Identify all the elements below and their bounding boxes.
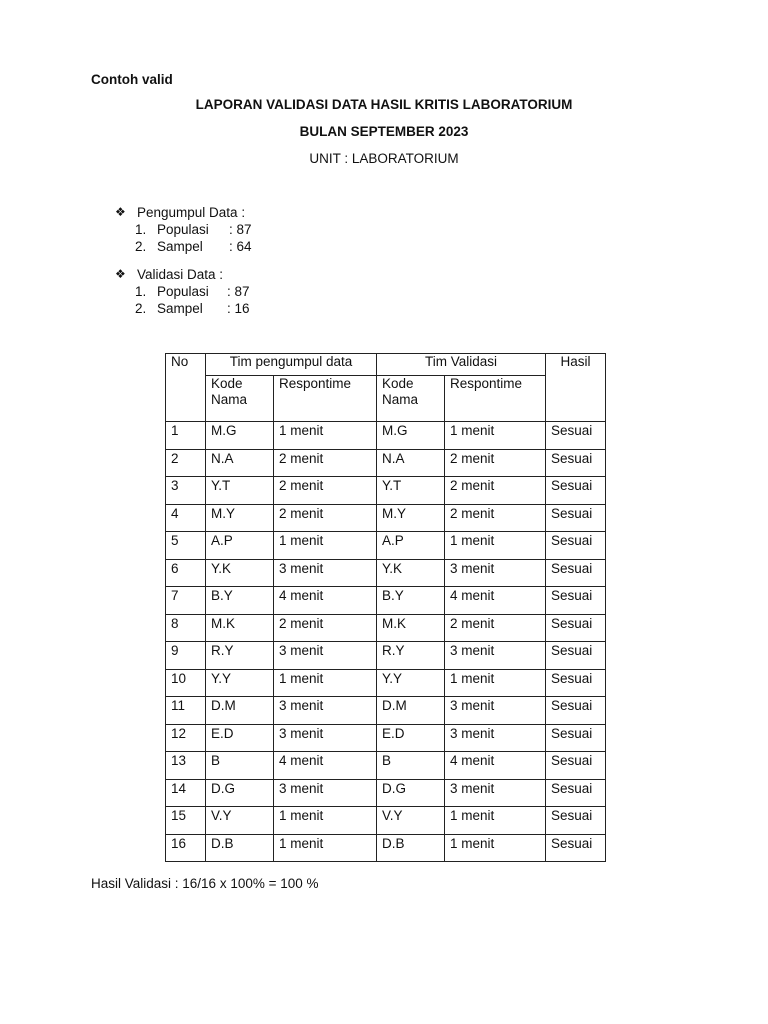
header-tim-validasi: Tim Validasi <box>377 354 546 376</box>
cell-no: 7 <box>166 587 206 615</box>
validasi-data-section <box>115 266 250 317</box>
validasi-data-heading: Validasi Data : <box>137 267 224 282</box>
cell-respontime-validasi: 1 menit <box>445 532 546 560</box>
cell-respontime-pengumpul: 2 menit <box>274 614 377 642</box>
cell-respontime-pengumpul: 3 menit <box>274 697 377 725</box>
cell-kode-pengumpul: D.M <box>206 697 274 725</box>
header-kode-nama: Kode Nama <box>377 376 445 422</box>
table-row <box>166 614 606 642</box>
table-row <box>166 752 606 780</box>
cell-kode-validasi: M.G <box>377 422 445 450</box>
item-number: 1. <box>135 222 147 237</box>
cell-no: 6 <box>166 559 206 587</box>
pengumpul-data-section <box>115 204 252 255</box>
cell-kode-validasi: Y.K <box>377 559 445 587</box>
cell-respontime-pengumpul: 2 menit <box>274 449 377 477</box>
table-row <box>166 449 606 477</box>
cell-respontime-validasi: 3 menit <box>445 779 546 807</box>
cell-no: 5 <box>166 532 206 560</box>
cell-kode-validasi: E.D <box>377 724 445 752</box>
cell-respontime-validasi: 4 menit <box>445 752 546 780</box>
cell-kode-validasi: D.G <box>377 779 445 807</box>
cell-hasil: Sesuai <box>546 724 606 752</box>
table-row <box>166 532 606 560</box>
cell-kode-validasi: Y.Y <box>377 669 445 697</box>
item-value: : 87 <box>229 222 252 237</box>
cell-kode-pengumpul: B <box>206 752 274 780</box>
cell-kode-pengumpul: A.P <box>206 532 274 560</box>
cell-kode-validasi: M.Y <box>377 504 445 532</box>
cell-respontime-pengumpul: 4 menit <box>274 752 377 780</box>
item-value: : 16 <box>227 301 250 316</box>
report-period: BULAN SEPTEMBER 2023 <box>299 124 469 139</box>
cell-respontime-validasi: 3 menit <box>445 559 546 587</box>
table-header-row <box>166 354 606 376</box>
header-respontime: Respontime <box>445 376 546 422</box>
cell-respontime-pengumpul: 3 menit <box>274 779 377 807</box>
cell-hasil: Sesuai <box>546 669 606 697</box>
item-label: Sampel <box>157 239 203 254</box>
table-row <box>166 724 606 752</box>
validation-table <box>165 353 606 862</box>
header-hasil: Hasil <box>546 354 606 422</box>
cell-hasil: Sesuai <box>546 504 606 532</box>
pengumpul-sampel-item <box>115 238 252 255</box>
cell-no: 12 <box>166 724 206 752</box>
cell-no: 3 <box>166 477 206 505</box>
cell-kode-pengumpul: M.Y <box>206 504 274 532</box>
cell-respontime-pengumpul: 1 menit <box>274 532 377 560</box>
cell-hasil: Sesuai <box>546 449 606 477</box>
cell-respontime-pengumpul: 3 menit <box>274 642 377 670</box>
header-respontime: Respontime <box>274 376 377 422</box>
cell-hasil: Sesuai <box>546 422 606 450</box>
cell-kode-validasi: B.Y <box>377 587 445 615</box>
table-row <box>166 779 606 807</box>
cell-respontime-validasi: 2 menit <box>445 614 546 642</box>
cell-kode-pengumpul: R.Y <box>206 642 274 670</box>
item-label: Sampel <box>157 301 203 316</box>
cell-kode-pengumpul: N.A <box>206 449 274 477</box>
cell-no: 16 <box>166 834 206 862</box>
cell-respontime-validasi: 1 menit <box>445 669 546 697</box>
table-row <box>166 697 606 725</box>
cell-kode-pengumpul: D.B <box>206 834 274 862</box>
cell-respontime-validasi: 3 menit <box>445 642 546 670</box>
cell-kode-validasi: A.P <box>377 532 445 560</box>
report-unit: UNIT : LABORATORIUM <box>309 151 459 166</box>
cell-respontime-validasi: 1 menit <box>445 834 546 862</box>
cell-respontime-validasi: 2 menit <box>445 477 546 505</box>
cell-kode-validasi: B <box>377 752 445 780</box>
cell-kode-pengumpul: V.Y <box>206 807 274 835</box>
table-row <box>166 587 606 615</box>
cell-kode-pengumpul: M.K <box>206 614 274 642</box>
cell-no: 9 <box>166 642 206 670</box>
cell-kode-validasi: Y.T <box>377 477 445 505</box>
report-title: LAPORAN VALIDASI DATA HASIL KRITIS LABORATORIUM <box>195 97 573 112</box>
table-row <box>166 559 606 587</box>
cell-respontime-pengumpul: 1 menit <box>274 422 377 450</box>
cell-hasil: Sesuai <box>546 779 606 807</box>
validasi-sampel-item <box>115 300 250 317</box>
cell-kode-validasi: D.B <box>377 834 445 862</box>
cell-respontime-validasi: 2 menit <box>445 504 546 532</box>
table-row <box>166 807 606 835</box>
cell-hasil: Sesuai <box>546 587 606 615</box>
cell-hasil: Sesuai <box>546 697 606 725</box>
pengumpul-data-heading-row <box>115 204 252 221</box>
cell-respontime-pengumpul: 2 menit <box>274 477 377 505</box>
item-number: 2. <box>135 239 147 254</box>
cell-kode-validasi: M.K <box>377 614 445 642</box>
header-tim-pengumpul: Tim pengumpul data <box>206 354 377 376</box>
cell-kode-pengumpul: Y.K <box>206 559 274 587</box>
item-value: : 87 <box>227 284 250 299</box>
cell-kode-pengumpul: Y.Y <box>206 669 274 697</box>
table-row <box>166 834 606 862</box>
item-value: : 64 <box>229 239 252 254</box>
cell-respontime-pengumpul: 1 menit <box>274 807 377 835</box>
cell-hasil: Sesuai <box>546 477 606 505</box>
table-row <box>166 669 606 697</box>
cell-no: 4 <box>166 504 206 532</box>
cell-kode-pengumpul: Y.T <box>206 477 274 505</box>
validasi-data-heading-row <box>115 266 250 283</box>
cell-no: 2 <box>166 449 206 477</box>
table-row <box>166 504 606 532</box>
cell-no: 14 <box>166 779 206 807</box>
example-label: Contoh valid <box>91 72 173 87</box>
cell-respontime-validasi: 4 menit <box>445 587 546 615</box>
cell-hasil: Sesuai <box>546 807 606 835</box>
cell-kode-validasi: N.A <box>377 449 445 477</box>
item-label: Populasi <box>157 284 209 299</box>
table-row <box>166 477 606 505</box>
cell-kode-validasi: R.Y <box>377 642 445 670</box>
hasil-validasi: Hasil Validasi : 16/16 x 100% = 100 % <box>91 876 319 891</box>
cell-respontime-validasi: 3 menit <box>445 724 546 752</box>
cell-kode-validasi: D.M <box>377 697 445 725</box>
cell-no: 13 <box>166 752 206 780</box>
cell-kode-pengumpul: D.G <box>206 779 274 807</box>
item-number: 2. <box>135 301 147 316</box>
cell-kode-pengumpul: E.D <box>206 724 274 752</box>
cell-respontime-pengumpul: 1 menit <box>274 669 377 697</box>
cell-respontime-pengumpul: 2 menit <box>274 504 377 532</box>
header-kode-nama: Kode Nama <box>206 376 274 422</box>
cell-no: 11 <box>166 697 206 725</box>
table-body <box>166 422 606 862</box>
cell-respontime-pengumpul: 4 menit <box>274 587 377 615</box>
cell-hasil: Sesuai <box>546 614 606 642</box>
diamond-bullet-icon: ❖ <box>115 205 126 219</box>
pengumpul-populasi-item <box>115 221 252 238</box>
validasi-populasi-item <box>115 283 250 300</box>
diamond-bullet-icon: ❖ <box>115 267 126 281</box>
cell-no: 15 <box>166 807 206 835</box>
cell-hasil: Sesuai <box>546 642 606 670</box>
cell-respontime-validasi: 3 menit <box>445 697 546 725</box>
table-row <box>166 422 606 450</box>
cell-hasil: Sesuai <box>546 752 606 780</box>
cell-kode-pengumpul: M.G <box>206 422 274 450</box>
cell-kode-pengumpul: B.Y <box>206 587 274 615</box>
cell-respontime-pengumpul: 3 menit <box>274 559 377 587</box>
cell-respontime-pengumpul: 1 menit <box>274 834 377 862</box>
cell-hasil: Sesuai <box>546 834 606 862</box>
pengumpul-data-heading: Pengumpul Data : <box>137 205 246 220</box>
cell-respontime-validasi: 1 menit <box>445 807 546 835</box>
cell-respontime-validasi: 1 menit <box>445 422 546 450</box>
cell-respontime-validasi: 2 menit <box>445 449 546 477</box>
item-label: Populasi <box>157 222 209 237</box>
table-subheader-row <box>166 376 606 422</box>
cell-no: 1 <box>166 422 206 450</box>
cell-no: 8 <box>166 614 206 642</box>
header-no: No <box>166 354 206 422</box>
cell-respontime-pengumpul: 3 menit <box>274 724 377 752</box>
item-number: 1. <box>135 284 147 299</box>
cell-hasil: Sesuai <box>546 532 606 560</box>
cell-no: 10 <box>166 669 206 697</box>
cell-kode-validasi: V.Y <box>377 807 445 835</box>
table-row <box>166 642 606 670</box>
cell-hasil: Sesuai <box>546 559 606 587</box>
